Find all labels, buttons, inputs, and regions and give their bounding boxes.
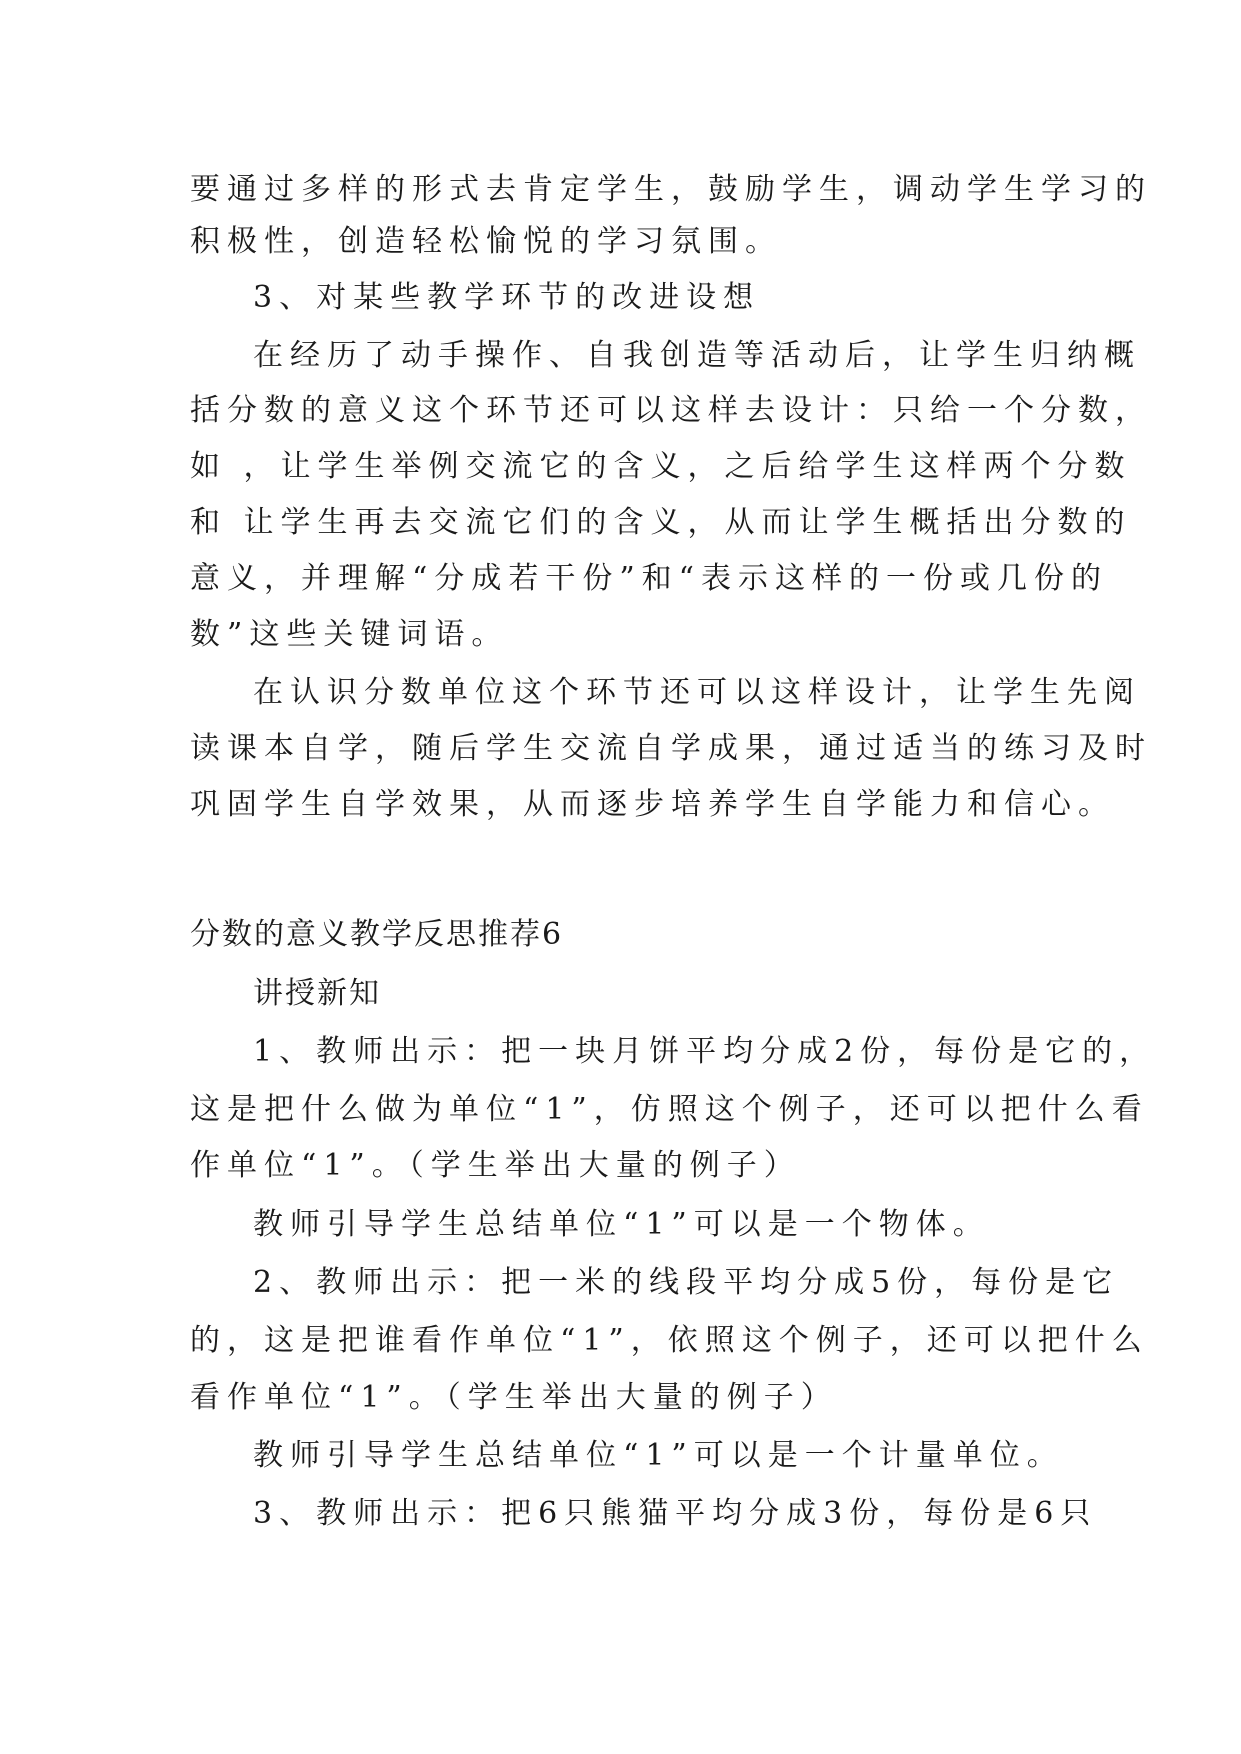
- text-line: 如 ，让学生举例交流它的含义，之后给学生这样两个分数: [190, 449, 1132, 484]
- text-line: 括分数的意义这个环节还可以这样去设计：只给一个分数，: [190, 393, 1152, 428]
- text-line: 2、教师出示：把一米的线段平均分成5份，每份是它: [253, 1265, 1120, 1300]
- text-line: 这是把什么做为单位“1”，仿照这个例子，还可以把什么看: [190, 1092, 1149, 1127]
- text-line: 教师引导学生总结单位“1”可以是一个计量单位。: [253, 1438, 1064, 1473]
- text-line: 看作单位“1”。（学生举出大量的例子）: [190, 1380, 838, 1415]
- text-line: 3、教师出示：把6只熊猫平均分成3份，每份是6只: [253, 1496, 1098, 1531]
- subsection-heading: 讲授新知: [253, 976, 381, 1011]
- text-line: 在认识分数单位这个环节还可以这样设计，让学生先阅: [253, 675, 1141, 710]
- text-line: 教师引导学生总结单位“1”可以是一个物体。: [253, 1207, 990, 1242]
- text-line: 和 让学生再去交流它们的含义，从而让学生概括出分数的: [190, 505, 1132, 540]
- text-line: 作单位“1”。（学生举出大量的例子）: [190, 1148, 801, 1183]
- section-subheading: 3、对某些教学环节的改进设想: [253, 280, 761, 315]
- text-line: 意义，并理解“分成若干份”和“表示这样的一份或几份的: [190, 561, 1109, 596]
- section-heading: 分数的意义教学反思推荐6: [190, 917, 564, 952]
- text-line: 积极性，创造轻松愉悦的学习氛围。: [190, 224, 782, 259]
- text-line: 巩固学生自学效果，从而逐步培养学生自学能力和信心。: [190, 787, 1115, 822]
- text-line: 数”这些关键词语。: [190, 617, 509, 652]
- text-line: 读课本自学，随后学生交流自学成果，通过适当的练习及时: [190, 731, 1152, 766]
- text-line: 要通过多样的形式去肯定学生，鼓励学生，调动学生学习的: [190, 172, 1152, 207]
- text-line: 在经历了动手操作、自我创造等活动后，让学生归纳概: [253, 338, 1141, 373]
- text-line: 1、教师出示：把一块月饼平均分成2份，每份是它的，: [253, 1034, 1157, 1069]
- text-line: 的，这是把谁看作单位“1”，依照这个例子，还可以把什么: [190, 1323, 1149, 1358]
